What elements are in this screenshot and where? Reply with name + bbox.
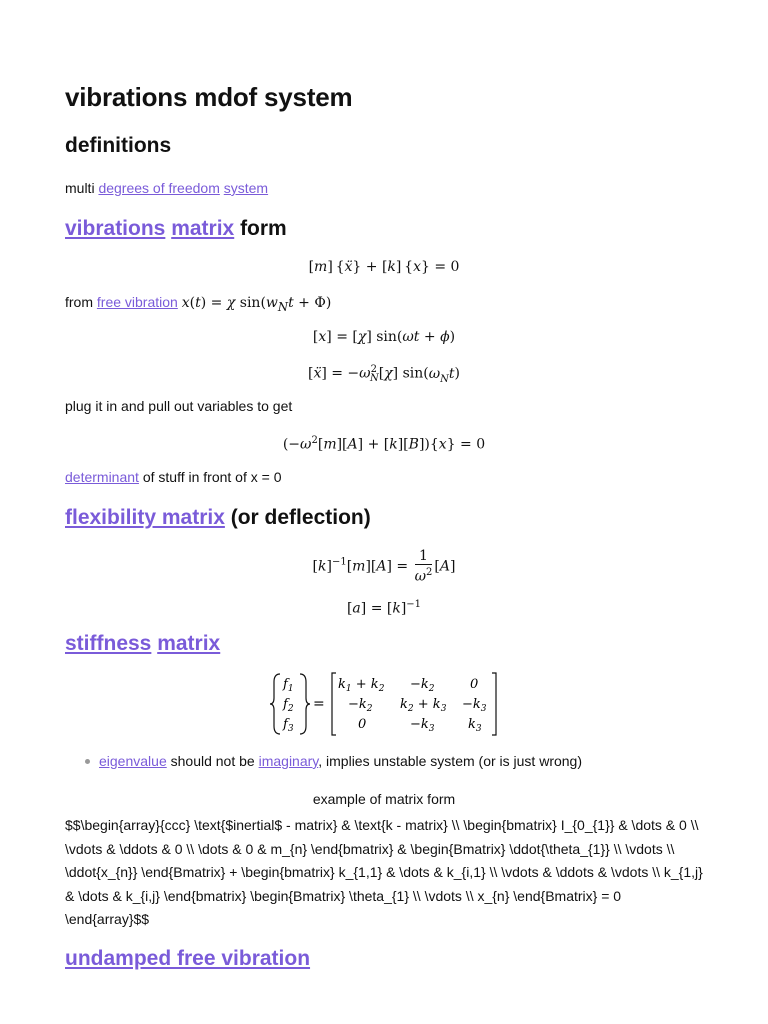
svg-text:f2: $f_2$: [283, 697, 294, 714]
determinant-paragraph: [65, 467, 281, 487]
determinant-tail: of stuff in front of x = 0: [138, 469, 282, 485]
link-system[interactable]: system: [223, 180, 269, 196]
svg-text:0: 0: [470, 677, 479, 692]
link-eigenvalue[interactable]: eigenvalue: [99, 753, 167, 769]
svg-text:f1: $f_1$: [283, 677, 294, 694]
svg-text:−k3: $-k_3$: [410, 717, 435, 734]
svg-text:−k2: $-k_2$: [348, 697, 373, 714]
svg-text:−k2: $-k_2$: [410, 677, 435, 694]
link-determinant[interactable]: determinant: [65, 469, 139, 485]
link-stiffness[interactable]: stiffness: [65, 632, 152, 655]
bullet-mid: should not be: [166, 753, 259, 769]
stiffness-bullet-list: [65, 751, 582, 771]
link-matrix-2[interactable]: matrix: [157, 632, 221, 655]
heading-form-tail: form: [234, 217, 287, 240]
plug-paragraph: plug it in and pull out variables to get: [65, 398, 293, 414]
link-free-vibration[interactable]: free vibration: [96, 294, 178, 310]
equation-stiffness-matrix: [266, 670, 506, 738]
link-vibrations[interactable]: vibrations: [65, 217, 166, 240]
link-degrees-of-freedom[interactable]: degrees of freedom: [98, 180, 220, 196]
raw-latex-block: $$\begin{array}{ccc} \text{$inertial$ - matrix} & \text{k - matrix} \\ \begin{bmatrix} I_{0_{1}} & \dots & 0 \\ \vdots & \ddots & 0 \\ \dots & 0 & m_{n} \end{bmatrix} & \begin{Bmatrix} \ddot{\theta_{1}} \\ \vdots \\ \ddot{x_{n}} \end{Bmatrix} + \begin{bmatrix} k_{1,1} & \dots & k_{i,1} \\ \vdots & \ddots & \vdots \\ k_{1,j} & \dots & k_{i,j} \end{bmatrix} \begin{Bmatrix} \theta_{1} \\ \vdots \\ x_{n} \end{Bmatrix} = 0 \end{array}$$: [65, 817, 703, 927]
stiffness-matrix-svg: [266, 670, 506, 738]
heading-stiffness-matrix: [65, 632, 220, 656]
link-matrix[interactable]: matrix: [171, 217, 235, 240]
svg-text:f3: $f_3$: [283, 717, 294, 734]
equation-equation-of-motion: [m] {ẍ} + [k] {x} = 0: [308, 259, 460, 275]
from-prefix: from: [65, 294, 97, 310]
heading-flexibility-matrix: [65, 506, 371, 530]
example-caption: example of matrix form: [312, 791, 456, 807]
bullet-tail: , implies unstable system (or is just wrong): [318, 753, 583, 769]
svg-text:k1 + k2: $k_1 + k_2$: [338, 677, 385, 694]
equation-a-equals-k-inverse: $[a] = [k]^{-1}$: [346, 599, 422, 617]
definitions-paragraph: [65, 178, 268, 198]
fraction-one-over-omega-squared: $\frac{1}{\omega^2}$: [414, 548, 433, 585]
inline-equation-x-of-t: x(t) = χ $\sin(w_Nt + \Phi)$: [181, 295, 332, 314]
equation-xddot-matrix: [ẍ] = $-\omega^2_N[\chi]$ $\sin(\omega_Nt)$: [307, 364, 461, 385]
page-title: vibrations mdof system: [65, 82, 353, 112]
equation-flexibility: $[k]^{-1}[m][A]$ = $\frac{1}{\omega^2}$ [A]: [312, 548, 456, 585]
list-item-eigenvalue: [65, 751, 582, 771]
svg-text:0: 0: [358, 717, 367, 732]
link-imaginary[interactable]: imaginary: [258, 753, 319, 769]
equation-characteristic: $(-\omega^2[m][A] + [k][B])\{x\} = 0$: [282, 435, 486, 453]
svg-text:k2 + k3: $k_2 + k_3$: [400, 697, 447, 714]
svg-text:−k3: $-k_3$: [462, 697, 487, 714]
svg-text:=: =: [313, 696, 325, 712]
heading-vibrations-matrix-form: [65, 217, 287, 241]
svg-text:k3: $k_3$: [468, 717, 482, 734]
equation-x-matrix: [x] = [χ] sin(ωt + ϕ): [312, 329, 456, 345]
heading-undamped-free-vibration: [65, 947, 310, 971]
from-free-vibration-paragraph: [65, 292, 331, 317]
heading-definitions: definitions: [65, 134, 172, 157]
definitions-prefix: multi: [65, 180, 99, 196]
link-undamped-free-vibration[interactable]: undamped free vibration: [65, 947, 311, 970]
heading-flexibility-tail: (or deflection): [224, 506, 371, 529]
link-flexibility-matrix[interactable]: flexibility matrix: [65, 506, 225, 529]
